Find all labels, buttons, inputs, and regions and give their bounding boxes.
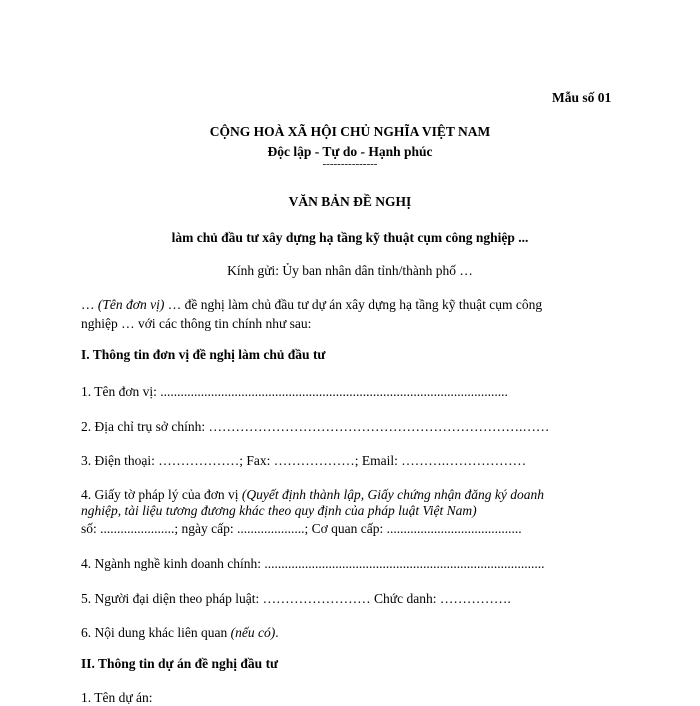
unit-name-placeholder: (Tên đơn vị) (97, 297, 165, 312)
field-main-business: 4. Ngành nghề kinh doanh chính: ................................................................................... (81, 556, 545, 571)
field-contact-info: 3. Điện thoại: ………………; Fax: ………………; Email: ……….……………… (81, 453, 527, 468)
section-1-heading: I. Thông tin đơn vị đề nghị làm chủ đầu tư (81, 347, 326, 362)
intro-line-1-rest: … đề nghị làm chủ đầu tư dự án xây dựng hạ tầng kỹ thuật cụm công (164, 297, 543, 312)
intro-prefix: … (81, 297, 98, 312)
field-other-content (81, 625, 279, 641)
field-unit-name: 1. Tên đơn vị: ....................................................................................................... (81, 384, 508, 399)
country-name: CỘNG HOÀ XÃ HỘI CHỦ NGHĨA VIỆT NAM (209, 124, 491, 139)
field-head-office-address: 2. Địa chỉ trụ sở chính: …………………………………………………………….…… (81, 419, 550, 434)
field-legal-documents (81, 487, 544, 503)
other-content-suffix: . (275, 625, 279, 640)
legal-documents-prefix: 4. Giấy tờ pháp lý của đơn vị (81, 487, 242, 502)
other-content-if-any: (nếu có) (230, 625, 276, 640)
document-subtitle: làm chủ đầu tư xây dựng hạ tầng kỹ thuật cụm công nghiệp ... (171, 230, 529, 245)
legal-documents-details: số: ......................; ngày cấp: ....................; Cơ quan cấp: ........................................ (81, 521, 522, 536)
intro-line-1 (81, 297, 542, 313)
section-2-heading: II. Thông tin dự án đề nghị đầu tư (81, 656, 279, 671)
other-content-prefix: 6. Nội dung khác liên quan (81, 625, 231, 640)
document-title: VĂN BẢN ĐỀ NGHỊ (288, 194, 412, 209)
legal-documents-note-2: nghiệp, tài liệu tương đương khác theo quy định của pháp luật Việt Nam) (81, 503, 477, 518)
national-motto: Độc lập - Tự do - Hạnh phúc (267, 144, 433, 159)
field-legal-representative: 5. Người đại diện theo pháp luật: …………………… Chức danh: ……………. (81, 591, 511, 606)
intro-line-2: nghiệp … với các thông tin chính như sau: (81, 316, 312, 331)
header-separator: --------------- (322, 158, 378, 170)
legal-documents-note-1: (Quyết định thành lập, Giấy chứng nhận đăng ký doanh (241, 487, 544, 502)
recipient-line: Kính gửi: Ủy ban nhân dân tỉnh/thành phố … (227, 263, 473, 278)
form-number: Mẫu số 01 (552, 90, 612, 105)
field-project-name: 1. Tên dự án: (81, 690, 153, 705)
